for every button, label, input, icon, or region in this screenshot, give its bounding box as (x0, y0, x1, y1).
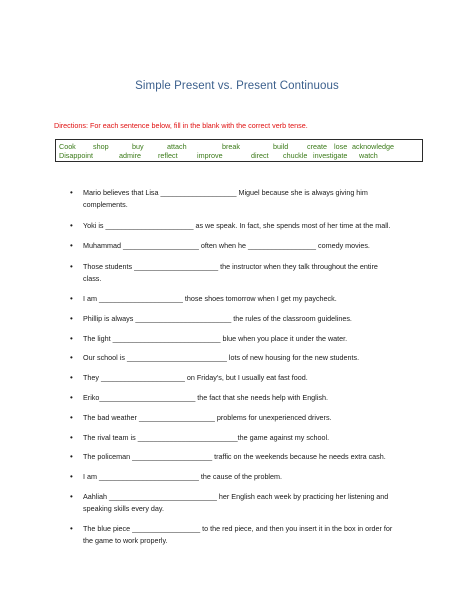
bullet-icon: • (70, 373, 73, 382)
word-bank-word: chuckle (283, 151, 308, 160)
bullet-icon: • (70, 314, 73, 323)
worksheet-title: Simple Present vs. Present Continuous (135, 80, 339, 92)
sentence-text: Eriko________________________ the fact that she needs help with English. (83, 393, 328, 402)
word-bank-word: watch (359, 151, 378, 160)
sentence-text: I am _________________________ the cause of the problem. (83, 472, 283, 481)
sentence-text: Phillip is always ________________________ the rules of the classroom guidelines. (83, 314, 352, 323)
word-bank-word: lose (334, 142, 348, 151)
sentence-text: The policeman ____________________ traffic on the weekends because he needs extra cash. (83, 452, 386, 461)
word-bank-word: acknowledge (352, 142, 394, 151)
bullet-icon: • (70, 221, 73, 230)
sentence-text: Yoki is ______________________ as we speak. In fact, she spends most of her time at the mall. (83, 221, 391, 230)
bullet-icon: • (70, 393, 73, 402)
word-bank-word: improve (197, 151, 223, 160)
sentence-text: Mario believes that Lisa ___________________ Miguel because she is always giving him complements. (83, 188, 368, 209)
word-bank-word: investigate (313, 151, 348, 160)
word-bank-word: build (273, 142, 289, 151)
sentence-text: Aahliah ___________________________ her English each week by practicing her listening and speaking skills every day. (83, 492, 389, 513)
word-bank-word: attach (167, 142, 187, 151)
sentence-text: The light ___________________________ blue when you place it under the water. (83, 334, 348, 343)
sentence-text: They _____________________ on Friday's, but I usually eat fast food. (83, 373, 308, 382)
sentence-text: The rival team is _________________________the game against my school. (83, 433, 330, 442)
bullet-icon: • (70, 413, 73, 422)
word-bank-word: direct (251, 151, 269, 160)
word-bank-word: create (307, 142, 327, 151)
word-bank-word: reflect (158, 151, 178, 160)
directions-text: Directions: For each sentence below, fill in the blank with the correct verb tense. (54, 121, 308, 130)
sentence-text: The bad weather ___________________ problems for unexperienced drivers. (83, 413, 332, 422)
bullet-icon: • (70, 334, 73, 343)
word-bank-word: buy (132, 142, 144, 151)
word-bank-word: break (222, 142, 240, 151)
sentence-text: I am _____________________ those shoes tomorrow when I get my paycheck. (83, 294, 337, 303)
word-bank-word: Disappoint (59, 151, 93, 160)
bullet-icon: • (70, 262, 73, 271)
bullet-icon: • (70, 294, 73, 303)
sentence-text: The blue piece _________________ to the red piece, and then you insert it in the box in order for the game to work properly. (83, 524, 393, 545)
word-bank-word: Cook (59, 142, 76, 151)
word-bank-word: shop (93, 142, 109, 151)
bullet-icon: • (70, 353, 73, 362)
bullet-icon: • (70, 188, 73, 197)
bullet-icon: • (70, 524, 73, 533)
word-bank-word: admire (119, 151, 141, 160)
sentence-text: Those students _____________________ the instructor when they talk throughout the entire class. (83, 262, 378, 283)
bullet-icon: • (70, 492, 73, 501)
bullet-icon: • (70, 472, 73, 481)
bullet-icon: • (70, 241, 73, 250)
bullet-icon: • (70, 452, 73, 461)
sentence-text: Our school is _________________________ lots of new housing for the new students. (83, 353, 360, 362)
sentence-text: Muhammad ___________________ often when he _________________ comedy movies. (83, 241, 370, 250)
bullet-icon: • (70, 433, 73, 442)
